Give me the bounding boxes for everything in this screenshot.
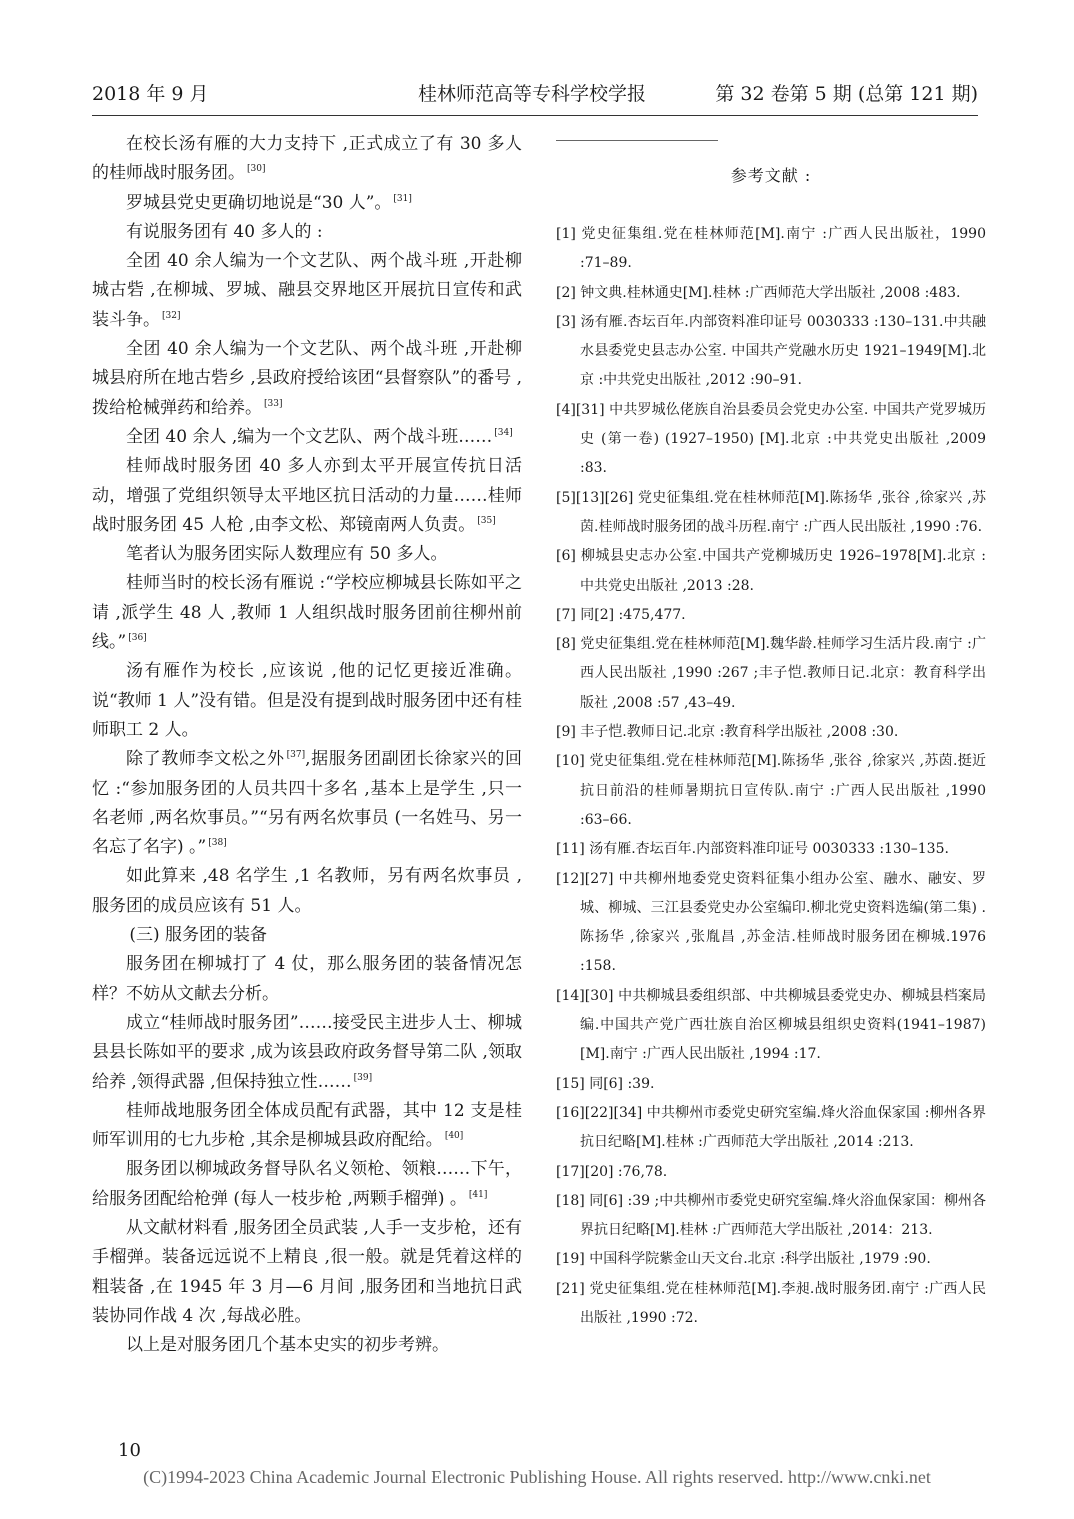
reference-item: [12][27] 中共柳州地委党史资料征集小组办公室、融水、融安、罗城、柳城、三江县委党史办公室编印.柳北党史资料选编(第二集) .陈扬华 ,徐家兴 ,张胤昌 ,苏金洁.桂师战时服务团在柳城.1976 :158. — [556, 870, 986, 975]
paragraph-text: 罗城县党史更确切地说是“30 人”。 — [126, 192, 392, 213]
reference-item: [1] 党史征集组.党在桂林师范[M].南宁 :广西人民出版社，1990 :71–89. — [556, 226, 986, 272]
citation-marker: [40] — [444, 1131, 464, 1142]
citation-marker: [30] — [247, 164, 266, 175]
body-paragraph — [92, 745, 522, 862]
paragraph-text: 全团 40 余人 ,编为一个文艺队、两个战斗班…… — [126, 426, 493, 447]
citation-marker: [39] — [353, 1072, 373, 1083]
references-list — [556, 220, 986, 1333]
paragraph-text: 除了教师李文松之外 — [126, 749, 285, 770]
reference-item: [4][31] 中共罗城仫佬族自治县委员会党史办公室. 中国共产党罗城历史 (第一卷) (1927–1950) [M].北京 :中共党史出版社 ,2009 :83. — [556, 401, 986, 477]
reference-item: [8] 党史征集组.党在桂林师范[M].魏华龄.桂师学习生活片段.南宁 :广西人民出版社 ,1990 :267 ;丰子恺.教师日记.北京：教育科学出版社 ,2008 :57 ,43–49. — [556, 636, 986, 711]
references-rule — [556, 140, 718, 141]
paragraph-text: 从文献材料看 ,服务团全员武装 ,人手一支步枪，还有手榴弹。装备远远说不上精良 ,很一般。就是凭着这样的粗装备 ,在 1945 年 3 月—6 月间 ,服务团和当地抗日武装协同作战 4 次 ,每战必胜。 — [92, 1217, 522, 1326]
body-paragraph — [92, 189, 522, 218]
references-title: 参考文献 : — [730, 166, 812, 185]
paragraph-text: 有说服务团有 40 多人的 : — [126, 221, 323, 242]
citation-marker: [41] — [468, 1189, 488, 1200]
paragraph-text: 笔者认为服务团实际人数理应有 50 多人。 — [126, 544, 448, 565]
reference-item: [6] 柳城县史志办公室.中国共产党柳城历史 1926–1978[M].北京 :中共党史出版社 ,2013 :28. — [556, 548, 986, 594]
citation-marker: [34] — [494, 427, 513, 438]
citation-marker: [33] — [264, 398, 283, 409]
body-paragraph — [92, 1214, 522, 1331]
reference-item: [18] 同[6] :39 ;中共柳州市委党史研究室编.烽火浴血保家国：柳州各界抗日纪略[M].桂林 :广西师范大学出版社 ,2014：213. — [556, 1192, 986, 1239]
body-paragraph — [92, 1155, 522, 1214]
body-paragraph — [92, 130, 522, 189]
paragraph-text: 服务团以柳城政务督导队名义领枪、领粮……下午，给服务团配给枪弹 (每人一枝步枪 ,两颗手榴弹) 。 — [92, 1159, 522, 1209]
paragraph-text: 如此算来 ,48 名学生 ,1 名教师，另有两名炊事员 ,服务团的成员应该有 51 人。 — [92, 866, 522, 916]
body-paragraph — [92, 1331, 522, 1360]
citation-marker: [31] — [393, 193, 412, 204]
paragraph-text: 桂师战时服务团 40 多人亦到太平开展宣传抗日活动，增强了党组织领导太平地区抗日活动的力量……桂师战时服务团 45 人枪 ,由李文松、郑镜南两人负责。 — [92, 456, 522, 535]
reference-item: [17][20] :76,78. — [556, 1163, 668, 1180]
body-paragraph — [92, 423, 522, 452]
body-paragraph — [92, 335, 522, 423]
body-paragraph — [92, 247, 522, 335]
reference-item: [10] 党史征集组.党在桂林师范[M].陈扬华 ,张谷 ,徐家兴 ,苏茵.挺近抗日前沿的桂师暑期抗日宣传队.南宁 :广西人民出版社 ,1990 :63–66. — [556, 753, 986, 828]
header-rule — [92, 115, 978, 116]
body-paragraph — [92, 1009, 522, 1097]
reference-item: [11] 汤有雁.杏坛百年.内部资料准印证号 0030333 :130–135. — [556, 841, 949, 858]
reference-item: [3] 汤有雁.杏坛百年.内部资料准印证号 0030333 :130–131.中共融水县委党史县志办公室. 中国共产党融水历史 1921–1949[M].北京 :中共党史出版社 ,2012 :90–91. — [556, 313, 986, 389]
paragraph-text: 全团 40 余人编为一个文艺队、两个战斗班 ,开赴柳城县府所在地古砦乡 ,县政府授给该团“县督察队”的番号 ,拨给枪械弹药和给养。 — [92, 339, 522, 418]
body-paragraph — [92, 452, 522, 540]
reference-item: [14][30] 中共柳城县委组织部、中共柳城县委党史办、柳城县档案局编.中国共产党广西壮族自治区柳城县组织史资料(1941–1987)[M].南宁 :广西人民出版社 ,1994 :17. — [556, 987, 986, 1063]
reference-item: [7] 同[2] :475,477. — [556, 606, 686, 623]
citation-marker: [38] — [208, 838, 227, 849]
paragraph-text: (三) 服务团的装备 — [129, 925, 268, 946]
citation-marker: [35] — [477, 515, 496, 526]
citation-marker: [32] — [162, 310, 181, 321]
reference-item: [2] 钟文典.桂林通史[M].桂林 :广西师范大学出版社 ,2008 :483. — [556, 284, 961, 301]
body-column — [92, 130, 522, 1360]
body-paragraph — [92, 657, 522, 745]
running-header — [92, 80, 978, 108]
paragraph-text: 在校长汤有雁的大力支持下 ,正式成立了有 30 多人的桂师战时服务团。 — [92, 134, 522, 184]
paragraph-text: 汤有雁作为校长 ,应该说 ,他的记忆更接近准确。说“教师 1 人”没有错。但是没有提到战时服务团中还有桂师职工 2 人。 — [92, 661, 523, 740]
citation-marker: [37] — [286, 750, 306, 761]
paragraph-text: 以上是对服务团几个基本史实的初步考辨。 — [126, 1335, 449, 1356]
body-paragraph — [92, 218, 522, 247]
references-column — [556, 130, 986, 1333]
paragraph-text: ,据服务团副团长徐家兴的回忆 :“参加服务团的人员共四十多名 ,基本上是学生 ,只一名老师 ,两名炊事员。”“另有两名炊事员 (一名姓马、另一名忘了名字) 。” — [92, 749, 523, 858]
body-paragraph — [92, 540, 522, 569]
header-journal-title: 桂林师范高等专科学校学报 — [418, 83, 647, 105]
header-date: 2018 年 9 月 — [92, 83, 209, 105]
body-paragraph — [92, 862, 522, 921]
reference-item: [16][22][34] 中共柳州市委党史研究室编.烽火浴血保家国 :柳州各界抗日纪略[M].桂林 :广西师范大学出版社 ,2014 :213. — [556, 1104, 986, 1151]
paragraph-text: 桂师战地服务团全体成员配有武器，其中 12 支是桂师军训用的七九步枪 ,其余是柳城县政府配给。 — [92, 1100, 522, 1151]
copyright-footer: (C)1994-2023 China Academic Journal Electronic Publishing House. All rights reserved. http://www.cnki.net — [143, 1467, 931, 1487]
reference-item: [15] 同[6] :39. — [556, 1075, 655, 1092]
citation-marker: [36] — [128, 633, 147, 644]
header-issue: 第 32 卷第 5 期 (总第 121 期) — [715, 83, 978, 105]
body-paragraph — [92, 1097, 522, 1156]
reference-item: [19] 中国科学院紫金山天文台.北京 :科学出版社 ,1979 :90. — [556, 1251, 931, 1268]
paragraph-text: 桂师当时的校长汤有雁说 :“学校应柳城县长陈如平之请 ,派学生 48 人 ,教师 1 人组织战时服务团前往柳州前线。” — [92, 573, 522, 653]
body-paragraph — [92, 569, 522, 657]
body-paragraph — [92, 950, 522, 1009]
paragraph-text: 全团 40 余人编为一个文艺队、两个战斗班 ,开赴柳城古砦 ,在柳城、罗城、融县交界地区开展抗日宣传和武装斗争。 — [92, 251, 522, 330]
reference-item: [9] 丰子恺.教师日记.北京 :教育科学出版社 ,2008 :30. — [556, 724, 899, 741]
section-heading — [92, 921, 522, 950]
page-number: 10 — [118, 1440, 141, 1461]
paragraph-text: 成立“桂师战时服务团”……接受民主进步人士、柳城县县长陈如平的要求 ,成为该县政府政务督导第二队 ,领取给养 ,领得武器 ,但保持独立性…… — [92, 1012, 522, 1092]
paragraph-text: 服务团在柳城打了 4 仗，那么服务团的装备情况怎样？不妨从文献去分析。 — [92, 954, 522, 1004]
reference-item: [5][13][26] 党史征集组.党在桂林师范[M].陈扬华 ,张谷 ,徐家兴 ,苏茵.桂师战时服务团的战斗历程.南宁 :广西人民出版社 ,1990 :76. — [556, 489, 986, 535]
reference-item: [21] 党史征集组.党在桂林师范[M].李昶.战时服务团.南宁 :广西人民出版社 ,1990 :72. — [556, 1280, 986, 1326]
